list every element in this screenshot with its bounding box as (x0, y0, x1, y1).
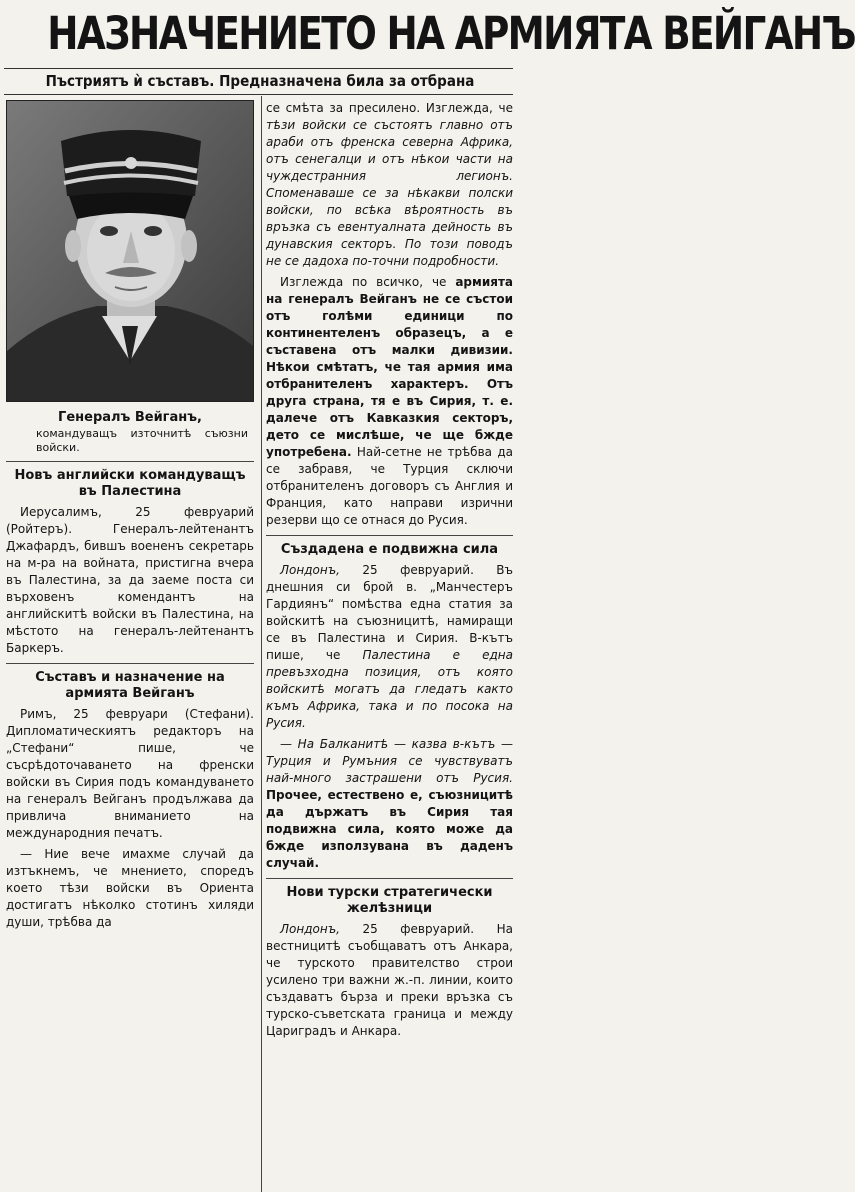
section3-p1-italic: Палестина е една превъзходна позиция, отъ която войскитѣ могатъ да гледатъ както къмъ Африка, така и по посока на Русия. (266, 648, 513, 730)
section4-title: Нови турски стратегически желѣзници (286, 885, 493, 916)
section3-title: Създадена е подвижна сила (280, 542, 499, 557)
section2-body-3 (266, 100, 513, 270)
section4-p1-text: 25 февруарий. На вестницитѣ съобщаватъ отъ Анкара, че турското правителство строи усилено три важни ж.-п. линии, които създаватъ бърза и преки връзка съ турско-съветската граница и между Цариградъ и Анкара. (266, 922, 513, 1038)
section2-title: Съставъ и назначение на армията Вейганъ (35, 670, 225, 701)
left-column (6, 100, 254, 935)
headline: НАЗНАЧЕНИЕТО НА АРМИЯТА ВЕЙГАНЪ (47, 7, 855, 60)
section3-p2-italic: — На Балканитѣ — казва в-кътъ — Турция и Румъния се чувствуватъ най-много застрашени отъ Русия. (266, 737, 513, 785)
body3-italic-text: тѣзи войски се състоятъ главно отъ араби отъ френска северна Африка, отъ сенегалци и отъ нѣкои части на чуждестранния легионъ. Споменаваше се за нѣкакви полски войски, по всѣка вѣроятность въ връзка съ евентуалната дейность въ дунавския секторъ. По този поводъ не се дадоха по-точни подробности. (266, 118, 513, 268)
portrait-illustration (7, 101, 253, 401)
dateline-london: Лондонъ, (280, 563, 340, 577)
section2-body-1: Римъ, 25 февруари (Стефани). Дипломатическиятъ редакторъ на „Стефани“ пише, че съсрѣдоточаването на френски войски въ Сирия подъ командуването на генералъ Вейганъ продължава да привлича вниманието на международния печатъ. (6, 707, 254, 840)
section2-body-2: — Ние вече имахме случай да изтъкнемъ, че мнението, споредъ което тѣзи войски въ Ориента достигатъ нѣколко стотинъ хиляди души, трѣбва да (6, 847, 254, 929)
body3-normal-text: се смѣта за пресилено. Изглежда, че (266, 101, 513, 115)
dateline-london: Лондонъ, (280, 922, 340, 936)
right-column (266, 100, 513, 1044)
subheadline: Пъстриятъ ѝ съставъ. Предназначена била за отбрана (45, 72, 475, 90)
body4-end-text: Най-сетне не трѣбва да се забравя, че Турция сключи отбранителенъ договоръ съ Англия и Франция, като направи изрични резерви що се отнася до Русия. (266, 445, 513, 527)
photo-caption-subtitle: командуващъ източнитѣ съюзни войски. (36, 427, 248, 454)
body4-bold-text: армията на генералъ Вейганъ не се състои отъ голѣми единици по континентеленъ образецъ, а е съставена отъ малки дивизии. Нѣкои смѣтатъ, че тая армия има отбранителенъ характеръ. Отъ друга страна, тя е въ Сирия, т. е. далече отъ Кавказкия секторъ, дето се мислѣше, че ще бжде употребена. (266, 275, 513, 459)
subheadline-rule (4, 94, 513, 95)
general-portrait-photo (6, 100, 254, 402)
column-divider (261, 96, 262, 1192)
section-separator (266, 878, 513, 879)
photo-caption-title: Генералъ Вейганъ, (58, 410, 202, 425)
section2-body-4 (266, 274, 513, 529)
section3-p1-text: 25 февруарий. Въ днешния си брой в. „Манчестеръ Гардиянъ“ помѣства една статия за войскитѣ на съюзницитѣ, намиращи се въ Палестина и Сирия. В-кътъ пише, че (266, 563, 513, 662)
section-separator (266, 535, 513, 536)
section3-body-1 (266, 562, 513, 732)
headline-rule (4, 68, 513, 69)
section1-body: Иерусалимъ, 25 февруарий (Ройтеръ). Генералъ-лейтенантъ Джафардъ, бившъ воененъ секретарь на м-ра на войната, пристигна вчера въ Палестина, за да заеме поста си върховенъ комендантъ на английскитѣ войски въ Палестина, на мѣстото на генералъ-лейтенантъ Баркеръ. (6, 505, 254, 655)
section3-p2-bold: Прочее, естествено е, съюзницитѣ да държатъ въ Сирия тая подвижна сила, която може да бжде използувана въ даденъ случай. (266, 788, 513, 870)
section4-body (266, 921, 513, 1040)
section1-title: Новъ английски командуващъ въ Палестина (14, 468, 246, 499)
section-separator (6, 663, 254, 664)
section3-body-2 (266, 736, 513, 872)
body4-normal-text: Изглежда по всичко, че (280, 275, 447, 289)
section-separator (6, 461, 254, 462)
